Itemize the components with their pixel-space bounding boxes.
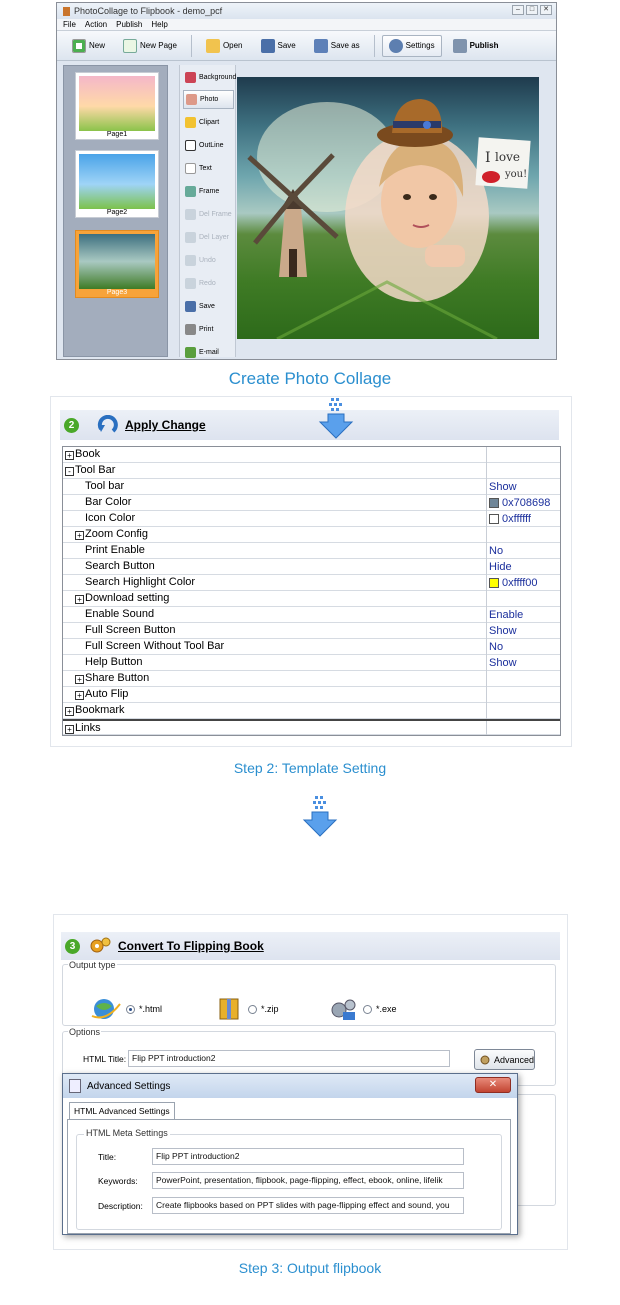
- property-row[interactable]: [63, 703, 560, 719]
- step-badge: 3: [65, 939, 80, 954]
- refresh-icon: [97, 415, 119, 435]
- expand-icon[interactable]: +: [65, 725, 74, 734]
- property-key: Icon Color: [85, 512, 136, 524]
- menu-bar: [57, 19, 556, 31]
- toolbar-divider: [374, 35, 375, 57]
- delete-layer-icon: [185, 232, 196, 243]
- outline-icon: [185, 140, 196, 151]
- app-window: [56, 2, 557, 360]
- floppy-icon: [261, 39, 275, 53]
- email-icon: [185, 347, 196, 358]
- down-arrow-icon: [302, 794, 338, 838]
- pages-panel: [63, 65, 168, 357]
- svg-text:you!: you!: [505, 169, 528, 180]
- menu-action[interactable]: Action: [84, 20, 108, 29]
- property-key: Search Highlight Color: [85, 576, 196, 588]
- property-key: Search Button: [85, 560, 155, 572]
- meta-keywords-input[interactable]: PowerPoint, presentation, flipbook, page-flipping, effect, ebook, online, lifelik: [152, 1172, 464, 1189]
- property-key: + Download setting: [75, 592, 169, 604]
- exe-gears-icon: [329, 996, 359, 1022]
- dialog-close-button[interactable]: ✕: [475, 1077, 511, 1093]
- publish-icon: [453, 39, 467, 53]
- property-key: + Auto Flip: [75, 688, 128, 700]
- radio-exe[interactable]: [363, 1005, 372, 1014]
- printer-icon: [185, 324, 196, 335]
- expand-icon[interactable]: +: [75, 691, 84, 700]
- property-row[interactable]: [63, 495, 560, 511]
- settings-button[interactable]: Settings: [382, 35, 442, 57]
- tool-print[interactable]: Print: [183, 320, 234, 339]
- color-swatch[interactable]: [489, 578, 499, 588]
- undo-icon: [185, 255, 196, 266]
- dialog-title-bar: [63, 1074, 517, 1098]
- property-value[interactable]: [486, 721, 561, 736]
- property-key: Tool bar: [85, 480, 125, 492]
- dialog-title: Advanced Settings: [87, 1080, 171, 1092]
- background-group: [512, 1094, 556, 1206]
- convert-button[interactable]: Convert To Flipping Book: [118, 939, 264, 953]
- property-row[interactable]: [63, 623, 560, 639]
- redo-icon: [185, 278, 196, 289]
- property-key: Print Enable: [85, 544, 145, 556]
- floppy-icon: [185, 301, 196, 312]
- page-thumb-label: Page1: [106, 131, 128, 138]
- html-title-input[interactable]: Flip PPT introduction2: [128, 1050, 450, 1067]
- tool-photo[interactable]: Photo: [183, 90, 234, 109]
- tool-text[interactable]: Text: [183, 159, 234, 178]
- tool-outline[interactable]: OutLine: [183, 136, 234, 155]
- love-note-clipart: [475, 137, 530, 189]
- tool-del-frame[interactable]: Del Frame: [183, 205, 234, 224]
- output-option-exe[interactable]: *.exe: [329, 996, 397, 1022]
- save-button[interactable]: Save: [254, 35, 303, 57]
- property-key: + Bookmark: [65, 704, 125, 716]
- tools-icon: [479, 1054, 491, 1066]
- property-key: Full Screen Button: [85, 624, 176, 636]
- apply-change-header: [60, 410, 559, 440]
- tool-save[interactable]: Save: [183, 297, 234, 316]
- app-icon: [63, 7, 70, 16]
- menu-help[interactable]: Help: [151, 20, 168, 29]
- output-option-zip[interactable]: *.zip: [216, 996, 279, 1022]
- save-as-icon: [314, 39, 328, 53]
- save-as-button[interactable]: Save as: [307, 35, 367, 57]
- html-meta-label: HTML Meta Settings: [86, 1128, 168, 1138]
- tools-sidebar: [179, 65, 236, 357]
- page-thumb-label: Page2: [106, 209, 128, 216]
- property-row[interactable]: [63, 687, 560, 703]
- property-row[interactable]: [63, 655, 560, 671]
- photo-icon: [186, 94, 197, 105]
- menu-file[interactable]: File: [63, 20, 76, 29]
- color-swatch[interactable]: [489, 514, 499, 524]
- property-key: Enable Sound: [85, 608, 155, 620]
- tab-html-advanced-settings[interactable]: HTML Advanced Settings: [69, 1102, 175, 1120]
- menu-publish[interactable]: Publish: [116, 20, 143, 29]
- new-page-icon: [123, 39, 137, 53]
- convert-header: [61, 932, 560, 960]
- gear-icon: [389, 39, 403, 53]
- page-thumb-label: Page3: [106, 289, 128, 296]
- meta-title-label: Title:: [98, 1152, 117, 1162]
- advanced-button[interactable]: Advanced: [474, 1049, 535, 1070]
- down-arrow-icon: [318, 396, 354, 440]
- property-value[interactable]: Show: [486, 623, 561, 639]
- dialog-body: [67, 1119, 511, 1234]
- tool-email[interactable]: E-mail: [183, 343, 234, 362]
- property-key: Full Screen Without Tool Bar: [85, 640, 225, 652]
- svg-text:love: love: [495, 150, 520, 164]
- tool-redo[interactable]: Redo: [183, 274, 234, 293]
- girl-photo: [345, 132, 489, 302]
- page-thumb-3[interactable]: [75, 230, 159, 298]
- main-toolbar: [57, 31, 556, 61]
- tool-del-layer[interactable]: Del Layer: [183, 228, 234, 247]
- meta-keywords-label: Keywords:: [98, 1176, 138, 1186]
- property-value[interactable]: No: [486, 639, 561, 655]
- template-setting-panel: [50, 396, 572, 747]
- property-key: Help Button: [85, 656, 143, 668]
- caption-output-flipbook: Step 3: Output flipbook: [238, 1260, 382, 1276]
- property-value[interactable]: 0xffff00: [486, 575, 561, 591]
- property-row[interactable]: [63, 719, 560, 735]
- property-row[interactable]: [63, 575, 560, 591]
- apply-change-button[interactable]: Apply Change: [125, 418, 206, 432]
- property-value[interactable]: Show: [486, 479, 561, 495]
- text-icon: [185, 163, 196, 174]
- open-button[interactable]: Open: [199, 35, 250, 57]
- globe-icon: [90, 996, 122, 1022]
- property-value[interactable]: [486, 527, 561, 543]
- color-swatch[interactable]: [489, 498, 499, 508]
- property-row[interactable]: [63, 527, 560, 543]
- page-thumbnail-image: [79, 154, 155, 209]
- property-row[interactable]: [63, 559, 560, 575]
- new-page-button[interactable]: New Page: [116, 35, 184, 57]
- clipart-icon: [185, 117, 196, 128]
- collage-canvas[interactable]: [237, 77, 539, 339]
- minimize-button[interactable]: –: [512, 5, 524, 15]
- folder-icon: [206, 39, 220, 53]
- expand-icon[interactable]: +: [65, 451, 74, 460]
- window-title: PhotoCollage to Flipbook - demo_pcf: [74, 6, 223, 16]
- property-key: Bar Color: [85, 496, 132, 508]
- output-type-label: Output type: [69, 960, 116, 970]
- property-row[interactable]: [63, 463, 560, 479]
- property-value[interactable]: Enable: [486, 607, 561, 623]
- zip-archive-icon: [216, 996, 244, 1022]
- meta-description-input[interactable]: Create flipbooks based on PPT slides with page-flipping effect and sound, you: [152, 1197, 464, 1214]
- publish-button[interactable]: Publish: [446, 35, 506, 57]
- property-value[interactable]: 0xffffff: [486, 511, 561, 527]
- expand-icon[interactable]: +: [65, 707, 74, 716]
- html-title-label: HTML Title:: [83, 1054, 127, 1064]
- tool-frame[interactable]: Frame: [183, 182, 234, 201]
- step-badge: 2: [64, 418, 79, 433]
- title-bar: [57, 3, 556, 19]
- maximize-button[interactable]: □: [526, 5, 538, 15]
- property-row[interactable]: [63, 447, 560, 463]
- meta-title-input[interactable]: Flip PPT introduction2: [152, 1148, 464, 1165]
- dialog-app-icon: [69, 1079, 81, 1093]
- property-value[interactable]: Show: [486, 655, 561, 671]
- new-icon: [72, 39, 86, 53]
- output-option-html[interactable]: *.html: [90, 996, 162, 1022]
- property-value[interactable]: [486, 671, 561, 687]
- caption-create-photo-collage: Create Photo Collage: [228, 369, 392, 388]
- property-row[interactable]: [63, 511, 560, 527]
- page-thumb-1[interactable]: [75, 72, 159, 140]
- property-row[interactable]: [63, 607, 560, 623]
- property-value[interactable]: No: [486, 543, 561, 559]
- property-row[interactable]: [63, 591, 560, 607]
- options-label: Options: [69, 1027, 101, 1037]
- close-button[interactable]: ✕: [540, 5, 552, 15]
- new-button[interactable]: New: [65, 35, 112, 57]
- page-thumbnail-image: [79, 234, 155, 289]
- tool-background[interactable]: Background: [183, 68, 234, 87]
- gears-icon: [88, 935, 112, 957]
- property-value[interactable]: [486, 463, 561, 479]
- advanced-settings-dialog: [62, 1073, 518, 1235]
- window-controls: [512, 5, 552, 15]
- hat-clipart: [377, 99, 453, 147]
- expand-icon[interactable]: +: [75, 531, 84, 540]
- property-key: + Zoom Config: [75, 528, 148, 540]
- property-key: + Book: [65, 448, 100, 460]
- frame-icon: [185, 186, 196, 197]
- property-value[interactable]: Hide: [486, 559, 561, 575]
- page-thumb-2[interactable]: [75, 150, 159, 218]
- property-value[interactable]: [486, 687, 561, 703]
- property-key: + Links: [65, 722, 101, 734]
- delete-frame-icon: [185, 209, 196, 220]
- collage-artwork: [237, 77, 539, 339]
- collapse-icon[interactable]: -: [65, 467, 74, 476]
- expand-icon[interactable]: +: [75, 595, 84, 604]
- love-note-text: I: [485, 150, 491, 166]
- property-row[interactable]: [63, 543, 560, 559]
- tool-clipart[interactable]: Clipart: [183, 113, 234, 132]
- caption-template-setting: Step 2: Template Setting: [233, 760, 387, 776]
- radio-zip[interactable]: [248, 1005, 257, 1014]
- property-value[interactable]: [486, 447, 561, 463]
- property-row[interactable]: [63, 671, 560, 687]
- property-key: + Share Button: [75, 672, 149, 684]
- meta-description-label: Description:: [98, 1201, 143, 1211]
- property-row[interactable]: [63, 479, 560, 495]
- tool-undo[interactable]: Undo: [183, 251, 234, 270]
- property-grid[interactable]: [62, 446, 561, 736]
- background-icon: [185, 72, 196, 83]
- toolbar-divider: [191, 35, 192, 57]
- expand-icon[interactable]: +: [75, 675, 84, 684]
- radio-html[interactable]: [126, 1005, 135, 1014]
- property-row[interactable]: [63, 639, 560, 655]
- property-value[interactable]: [486, 703, 561, 719]
- property-value[interactable]: 0x708698: [486, 495, 561, 511]
- page-thumbnail-image: [79, 76, 155, 131]
- property-value[interactable]: [486, 591, 561, 607]
- property-key: - Tool Bar: [65, 464, 115, 476]
